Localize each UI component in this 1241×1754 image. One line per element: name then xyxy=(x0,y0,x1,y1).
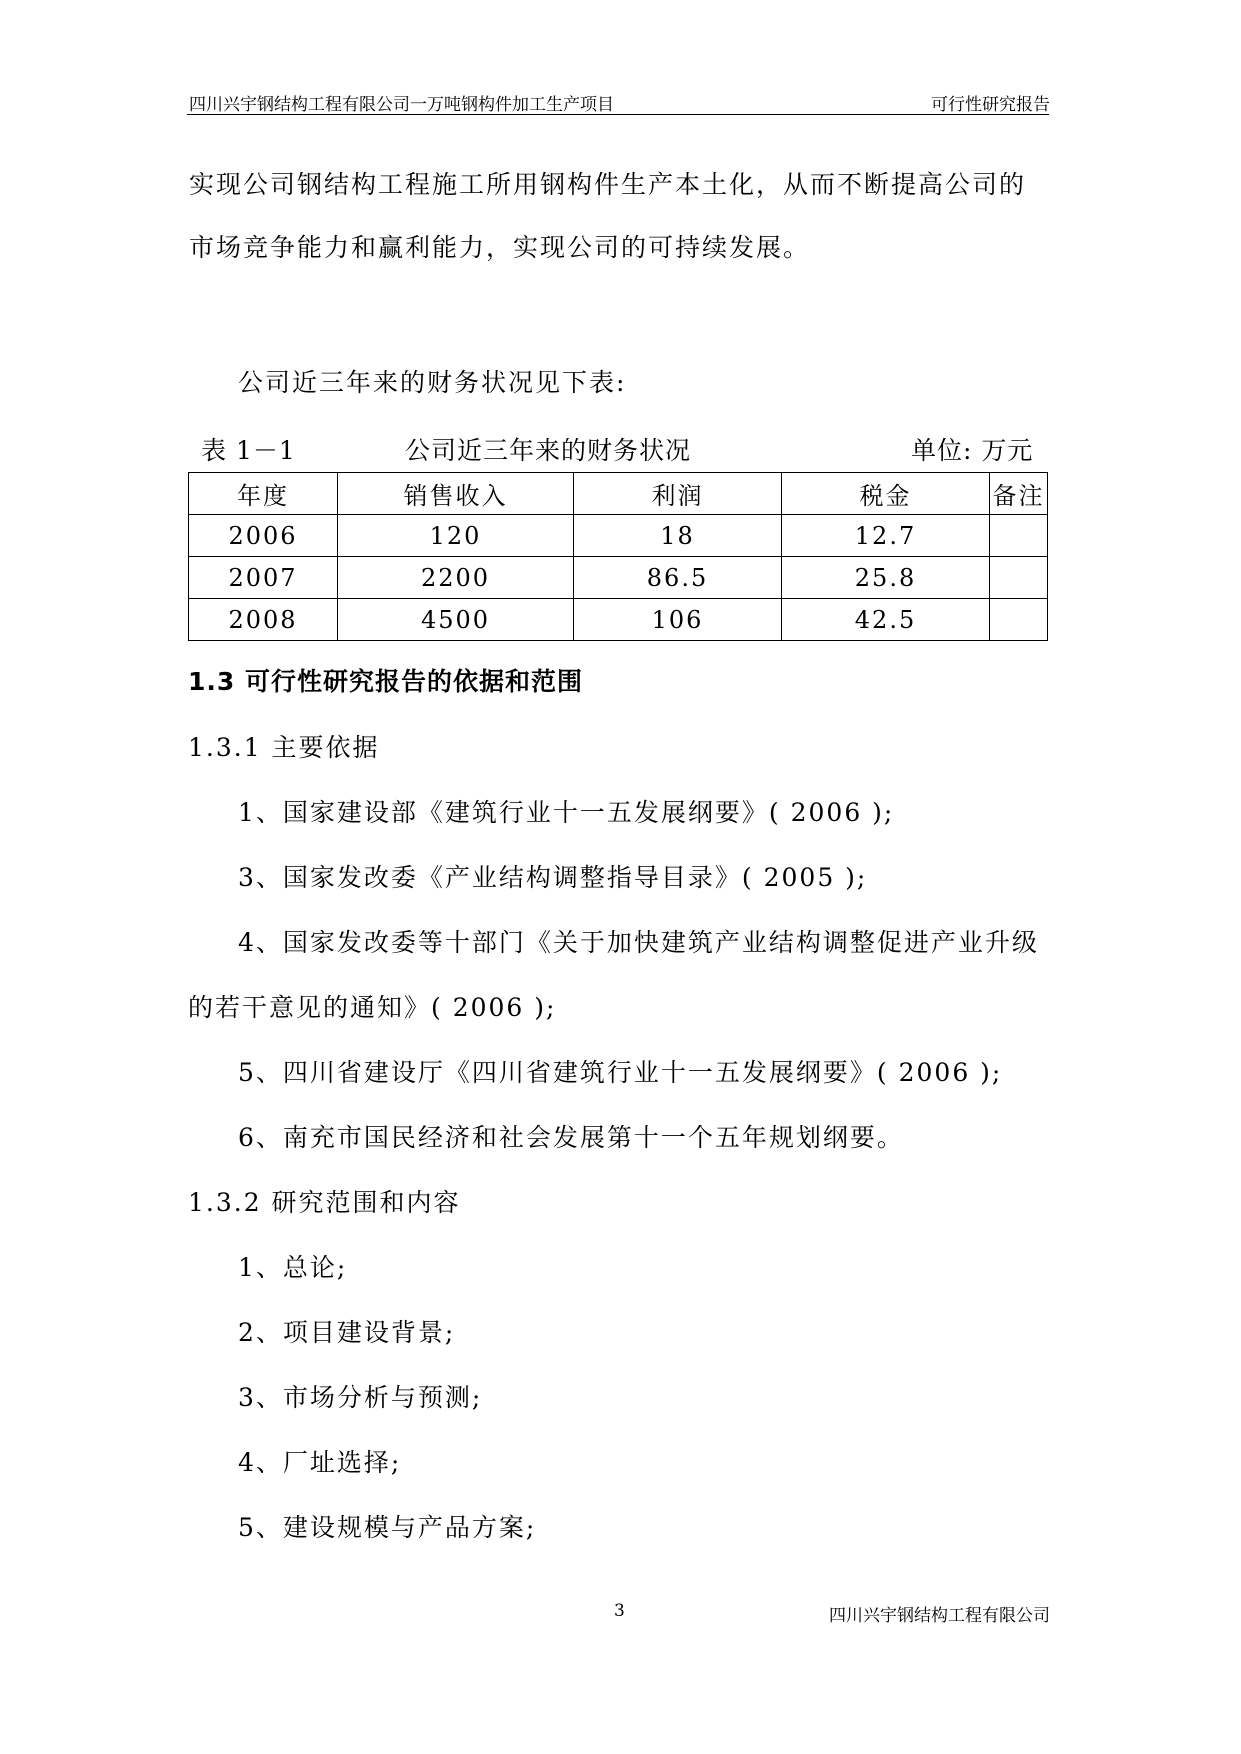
cell-notes xyxy=(990,599,1048,641)
cell-tax: 42.5 xyxy=(782,599,990,641)
col-header-notes: 备注 xyxy=(990,473,1048,515)
scope-item: 4、厂址选择; xyxy=(238,1448,402,1477)
basis-item: 5、四川省建设厅《四川省建筑行业十一五发展纲要》( 2006 ); xyxy=(238,1058,1003,1087)
cell-profit: 86.5 xyxy=(574,557,782,599)
table-lead-text: 公司近三年来的财务状况见下表: xyxy=(238,368,627,397)
subsection-scope-heading: 1.3.2 研究范围和内容 xyxy=(188,1188,461,1217)
col-header-year: 年度 xyxy=(189,473,338,515)
cell-tax: 12.7 xyxy=(782,515,990,557)
table-row xyxy=(189,557,1048,599)
section-heading: 1.3 可行性研究报告的依据和范围 xyxy=(188,667,583,696)
intro-line-2: 市场竞争能力和赢利能力，实现公司的可持续发展。 xyxy=(189,233,811,262)
cell-notes xyxy=(990,557,1048,599)
cell-sales: 120 xyxy=(338,515,574,557)
header-title: 四川兴宇钢结构工程有限公司一万吨钢构件加工生产项目 xyxy=(189,95,614,115)
col-header-profit: 利润 xyxy=(574,473,782,515)
cell-profit: 18 xyxy=(574,515,782,557)
basis-item: 3、国家发改委《产业结构调整指导目录》( 2005 ); xyxy=(238,863,868,892)
basis-item: 4、国家发改委等十部门《关于加快建筑产业结构调整促进产业升级 xyxy=(238,928,1039,957)
cell-tax: 25.8 xyxy=(782,557,990,599)
footer-company-name: 四川兴宇钢结构工程有限公司 xyxy=(829,1606,1050,1626)
cell-profit: 106 xyxy=(574,599,782,641)
subsection-basis-heading: 1.3.1 主要依据 xyxy=(188,733,380,762)
cell-sales: 4500 xyxy=(338,599,574,641)
basis-item-continuation: 的若干意见的通知》( 2006 ); xyxy=(188,993,557,1022)
scope-item: 3、市场分析与预测; xyxy=(238,1383,483,1412)
cell-year: 2008 xyxy=(189,599,338,641)
table-title: 公司近三年来的财务状况 xyxy=(405,436,692,465)
col-header-tax: 税金 xyxy=(782,473,990,515)
page-number: 3 xyxy=(614,1601,625,1621)
intro-line-1: 实现公司钢结构工程施工所用钢构件生产本土化，从而不断提高公司的 xyxy=(189,170,1027,199)
basis-item: 1、国家建设部《建筑行业十一五发展纲要》( 2006 ); xyxy=(238,798,895,827)
col-header-sales: 销售收入 xyxy=(338,473,574,515)
financial-table xyxy=(188,472,1048,641)
table-row xyxy=(189,599,1048,641)
scope-item: 5、建设规模与产品方案; xyxy=(238,1513,537,1542)
table-header-row xyxy=(189,473,1048,515)
cell-year: 2006 xyxy=(189,515,338,557)
table-number: 表 1－1 xyxy=(201,436,296,465)
header-report-type: 可行性研究报告 xyxy=(931,95,1050,115)
scope-item: 2、项目建设背景; xyxy=(238,1318,456,1347)
cell-notes xyxy=(990,515,1048,557)
cell-year: 2007 xyxy=(189,557,338,599)
basis-item: 6、南充市国民经济和社会发展第十一个五年规划纲要。 xyxy=(238,1123,904,1152)
cell-sales: 2200 xyxy=(338,557,574,599)
table-unit: 单位: 万元 xyxy=(911,436,1034,465)
scope-item: 1、总论; xyxy=(238,1253,348,1282)
table-row xyxy=(189,515,1048,557)
header-divider xyxy=(187,114,1049,115)
